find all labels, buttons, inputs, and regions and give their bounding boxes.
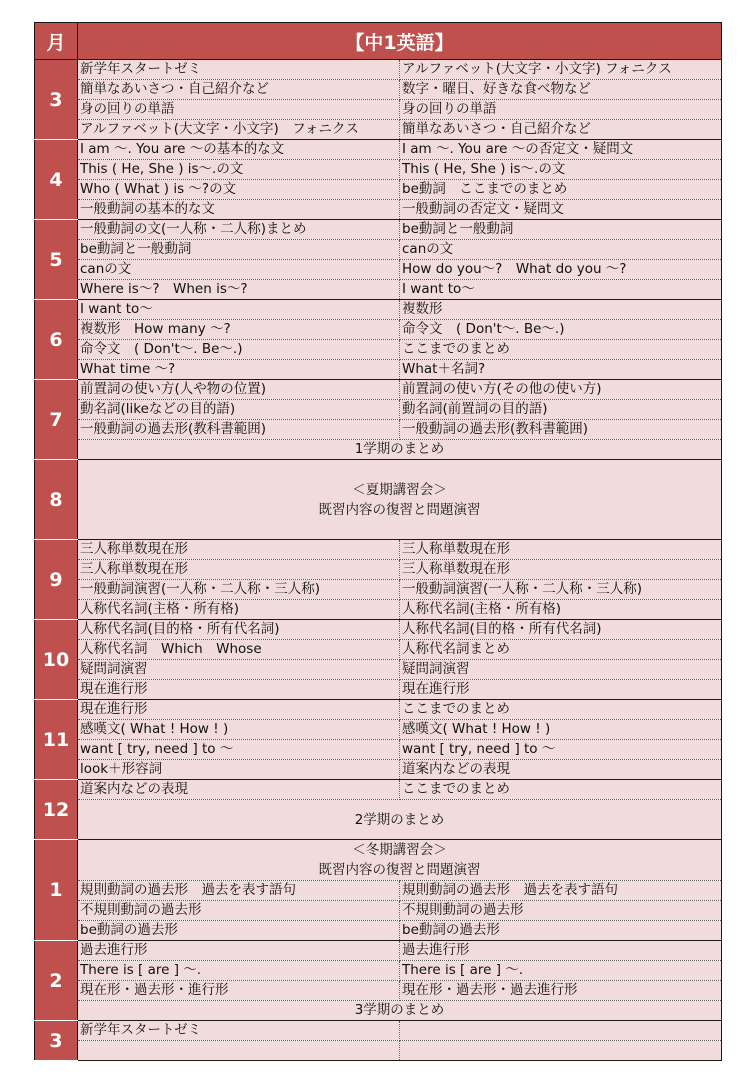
lesson-topic-right: 前置詞の使い方(その他の使い方) xyxy=(400,380,722,400)
table-row xyxy=(35,660,722,680)
session-block xyxy=(78,800,722,840)
lesson-topic-right xyxy=(400,1041,722,1061)
table-row xyxy=(35,740,722,760)
table-row xyxy=(35,240,722,260)
lesson-topic-left: 身の回りの単語 xyxy=(78,100,400,120)
month-label: 2 xyxy=(35,941,78,1021)
table-row xyxy=(35,700,722,720)
lesson-topic-left: look＋形容詞 xyxy=(78,760,400,780)
month-label: 4 xyxy=(35,140,78,220)
table-row xyxy=(35,160,722,180)
lesson-topic-left: 一般動詞演習(一人称・二人称・三人称) xyxy=(78,580,400,600)
table-row xyxy=(35,380,722,400)
lesson-topic-left: 三人称単数現在形 xyxy=(78,540,400,560)
lesson-topic-right: 一般動詞の過去形(教科書範囲) xyxy=(400,420,722,440)
lesson-topic-right: 過去進行形 xyxy=(400,941,722,961)
table-row xyxy=(35,280,722,300)
table-row xyxy=(35,620,722,640)
table-row xyxy=(35,420,722,440)
lesson-topic-left: be動詞の過去形 xyxy=(78,921,400,941)
lesson-topic-right: This ( He, She ) is～.の文 xyxy=(400,160,722,180)
lesson-topic-left: 一般動詞の過去形(教科書範囲) xyxy=(78,420,400,440)
lesson-topic-left: 一般動詞の基本的な文 xyxy=(78,200,400,220)
lesson-topic-left: 疑問詞演習 xyxy=(78,660,400,680)
table-row xyxy=(35,400,722,420)
lesson-topic-right: 一般動詞の否定文・疑問文 xyxy=(400,200,722,220)
lesson-topic-right: I want to～ xyxy=(400,280,722,300)
table-row xyxy=(35,80,722,100)
month-label: 8 xyxy=(35,460,78,540)
lesson-topic-left xyxy=(78,1041,400,1061)
lesson-topic-left: want [ try, need ] to ～ xyxy=(78,740,400,760)
lesson-topic-right: 人称代名詞(主格・所有格) xyxy=(400,600,722,620)
table-row xyxy=(35,800,722,840)
table-row xyxy=(35,120,722,140)
lesson-topic-left: 現在進行形 xyxy=(78,700,400,720)
lesson-topic-left: 道案内などの表現 xyxy=(78,780,400,800)
lesson-topic-right: There is [ are ] ～. xyxy=(400,961,722,981)
table-row xyxy=(35,720,722,740)
lesson-topic-left: be動詞と一般動詞 xyxy=(78,240,400,260)
lesson-topic-left: 新学年スタートゼミ xyxy=(78,1021,400,1041)
lesson-topic-right: canの文 xyxy=(400,240,722,260)
lesson-topic-right: 三人称単数現在形 xyxy=(400,560,722,580)
month-label: 7 xyxy=(35,380,78,460)
lesson-topic-right: 疑問詞演習 xyxy=(400,660,722,680)
month-label: 3 xyxy=(35,60,78,140)
lesson-topic-right: 数字・曜日、好きな食べ物など xyxy=(400,80,722,100)
lesson-topic-left: 簡単なあいさつ・自己紹介など xyxy=(78,80,400,100)
curriculum-table xyxy=(34,22,722,1061)
month-label: 3 xyxy=(35,1021,78,1061)
table-row xyxy=(35,220,722,240)
table-row xyxy=(35,100,722,120)
table-row xyxy=(35,560,722,580)
table-row xyxy=(35,680,722,700)
lesson-topic-right: 人称代名詞まとめ xyxy=(400,640,722,660)
session-block-line: ＜冬期講習会＞ xyxy=(352,842,447,858)
lesson-topic-left: 新学年スタートゼミ xyxy=(78,60,400,80)
lesson-topic-right: 現在形・過去形・過去進行形 xyxy=(400,981,722,1001)
table-row xyxy=(35,961,722,981)
lesson-topic-left: 不規則動詞の過去形 xyxy=(78,901,400,921)
lesson-topic-left: There is [ are ] ～. xyxy=(78,961,400,981)
lesson-topic-left: 一般動詞の文(一人称・二人称)まとめ xyxy=(78,220,400,240)
lesson-topic-left: 現在進行形 xyxy=(78,680,400,700)
page-title: 【中1英語】 xyxy=(78,23,722,60)
month-label: 1 xyxy=(35,840,78,941)
table-row xyxy=(35,360,722,380)
table-row xyxy=(35,540,722,560)
lesson-topic-left: 感嘆文( What ! How ! ) xyxy=(78,720,400,740)
session-block xyxy=(78,460,722,540)
lesson-topic-right xyxy=(400,1021,722,1041)
table-row xyxy=(35,260,722,280)
lesson-topic-left: What time ～? xyxy=(78,360,400,380)
session-block-line: 既習内容の復習と問題演習 xyxy=(318,862,481,878)
session-block-line: ＜夏期講習会＞ xyxy=(352,481,447,498)
lesson-topic-left: Where is～? When is～? xyxy=(78,280,400,300)
lesson-topic-right: be動詞 ここまでのまとめ xyxy=(400,180,722,200)
table-row xyxy=(35,1001,722,1021)
lesson-topic-right: ここまでのまとめ xyxy=(400,340,722,360)
lesson-topic-right: ここまでのまとめ xyxy=(400,780,722,800)
lesson-topic-right: 道案内などの表現 xyxy=(400,760,722,780)
table-row xyxy=(35,60,722,80)
lesson-topic-right: 複数形 xyxy=(400,300,722,320)
table-row xyxy=(35,921,722,941)
lesson-topic-right: 一般動詞演習(一人称・二人称・三人称) xyxy=(400,580,722,600)
lesson-topic-right: 身の回りの単語 xyxy=(400,100,722,120)
lesson-topic-left: canの文 xyxy=(78,260,400,280)
session-block-line: 2学期のまとめ xyxy=(354,811,445,828)
lesson-topic-left: 三人称単数現在形 xyxy=(78,560,400,580)
month-label: 12 xyxy=(35,780,78,840)
table-row xyxy=(35,640,722,660)
lesson-topic-left: Who ( What ) is ～?の文 xyxy=(78,180,400,200)
table-row xyxy=(35,881,722,901)
lesson-topic-left: 現在形・過去形・進行形 xyxy=(78,981,400,1001)
table-row xyxy=(35,1041,722,1061)
month-label: 9 xyxy=(35,540,78,620)
session-block-line: 既習内容の復習と問題演習 xyxy=(318,501,481,518)
lesson-topic-right: 人称代名詞(目的格・所有代名詞) xyxy=(400,620,722,640)
table-row xyxy=(35,440,722,460)
table-row xyxy=(35,580,722,600)
lesson-topic-left: 人称代名詞 Which Whose xyxy=(78,640,400,660)
lesson-topic-left: 前置詞の使い方(人や物の位置) xyxy=(78,380,400,400)
lesson-topic-right: ここまでのまとめ xyxy=(400,700,722,720)
lesson-topic-right: I am ～. You are ～の否定文・疑問文 xyxy=(400,140,722,160)
month-label: 6 xyxy=(35,300,78,380)
month-label: 10 xyxy=(35,620,78,700)
lesson-topic-left: 動名詞(likeなどの目的語) xyxy=(78,400,400,420)
lesson-topic-right: 三人称単数現在形 xyxy=(400,540,722,560)
lesson-topic-right: How do you～? What do you ～? xyxy=(400,260,722,280)
lesson-topic-right: アルファベット(大文字・小文字) フォニクス xyxy=(400,60,722,80)
table-row xyxy=(35,760,722,780)
month-label: 11 xyxy=(35,700,78,780)
lesson-topic-left: I am ～. You are ～の基本的な文 xyxy=(78,140,400,160)
lesson-topic-right: want [ try, need ] to ～ xyxy=(400,740,722,760)
lesson-topic-right: 簡単なあいさつ・自己紹介など xyxy=(400,120,722,140)
table-row xyxy=(35,600,722,620)
lesson-topic-left: 人称代名詞(主格・所有格) xyxy=(78,600,400,620)
lesson-topic-right: 規則動詞の過去形 過去を表す語句 xyxy=(400,881,722,901)
lesson-topic-left: 複数形 How many ～? xyxy=(78,320,400,340)
month-header: 月 xyxy=(35,23,78,60)
lesson-topic-left: I want to～ xyxy=(78,300,400,320)
lesson-topic-left: 過去進行形 xyxy=(78,941,400,961)
table-row xyxy=(35,300,722,320)
table-row xyxy=(35,180,722,200)
term-summary: 3学期のまとめ xyxy=(78,1001,722,1021)
header-row xyxy=(35,23,722,60)
lesson-topic-left: 規則動詞の過去形 過去を表す語句 xyxy=(78,881,400,901)
term-summary: 1学期のまとめ xyxy=(78,440,722,460)
table-row xyxy=(35,320,722,340)
table-row xyxy=(35,780,722,800)
table-row xyxy=(35,981,722,1001)
lesson-topic-right: 命令文 ( Don't～. Be～.) xyxy=(400,320,722,340)
month-label: 5 xyxy=(35,220,78,300)
table-row xyxy=(35,1021,722,1041)
lesson-topic-right: What＋名詞? xyxy=(400,360,722,380)
table-row xyxy=(35,200,722,220)
lesson-topic-right: 不規則動詞の過去形 xyxy=(400,901,722,921)
table-row xyxy=(35,140,722,160)
lesson-topic-right: be動詞と一般動詞 xyxy=(400,220,722,240)
table-row xyxy=(35,840,722,881)
session-block xyxy=(78,840,722,881)
table-row xyxy=(35,901,722,921)
lesson-topic-left: 人称代名詞(目的格・所有代名詞) xyxy=(78,620,400,640)
lesson-topic-right: 感嘆文( What ! How ! ) xyxy=(400,720,722,740)
lesson-topic-left: 命令文 ( Don't～. Be～.) xyxy=(78,340,400,360)
lesson-topic-right: be動詞の過去形 xyxy=(400,921,722,941)
lesson-topic-right: 動名詞(前置詞の目的語) xyxy=(400,400,722,420)
lesson-topic-right: 現在進行形 xyxy=(400,680,722,700)
table-row xyxy=(35,941,722,961)
table-row xyxy=(35,460,722,540)
lesson-topic-left: アルファベット(大文字・小文字) フォニクス xyxy=(78,120,400,140)
lesson-topic-left: This ( He, She ) is～.の文 xyxy=(78,160,400,180)
table-row xyxy=(35,340,722,360)
